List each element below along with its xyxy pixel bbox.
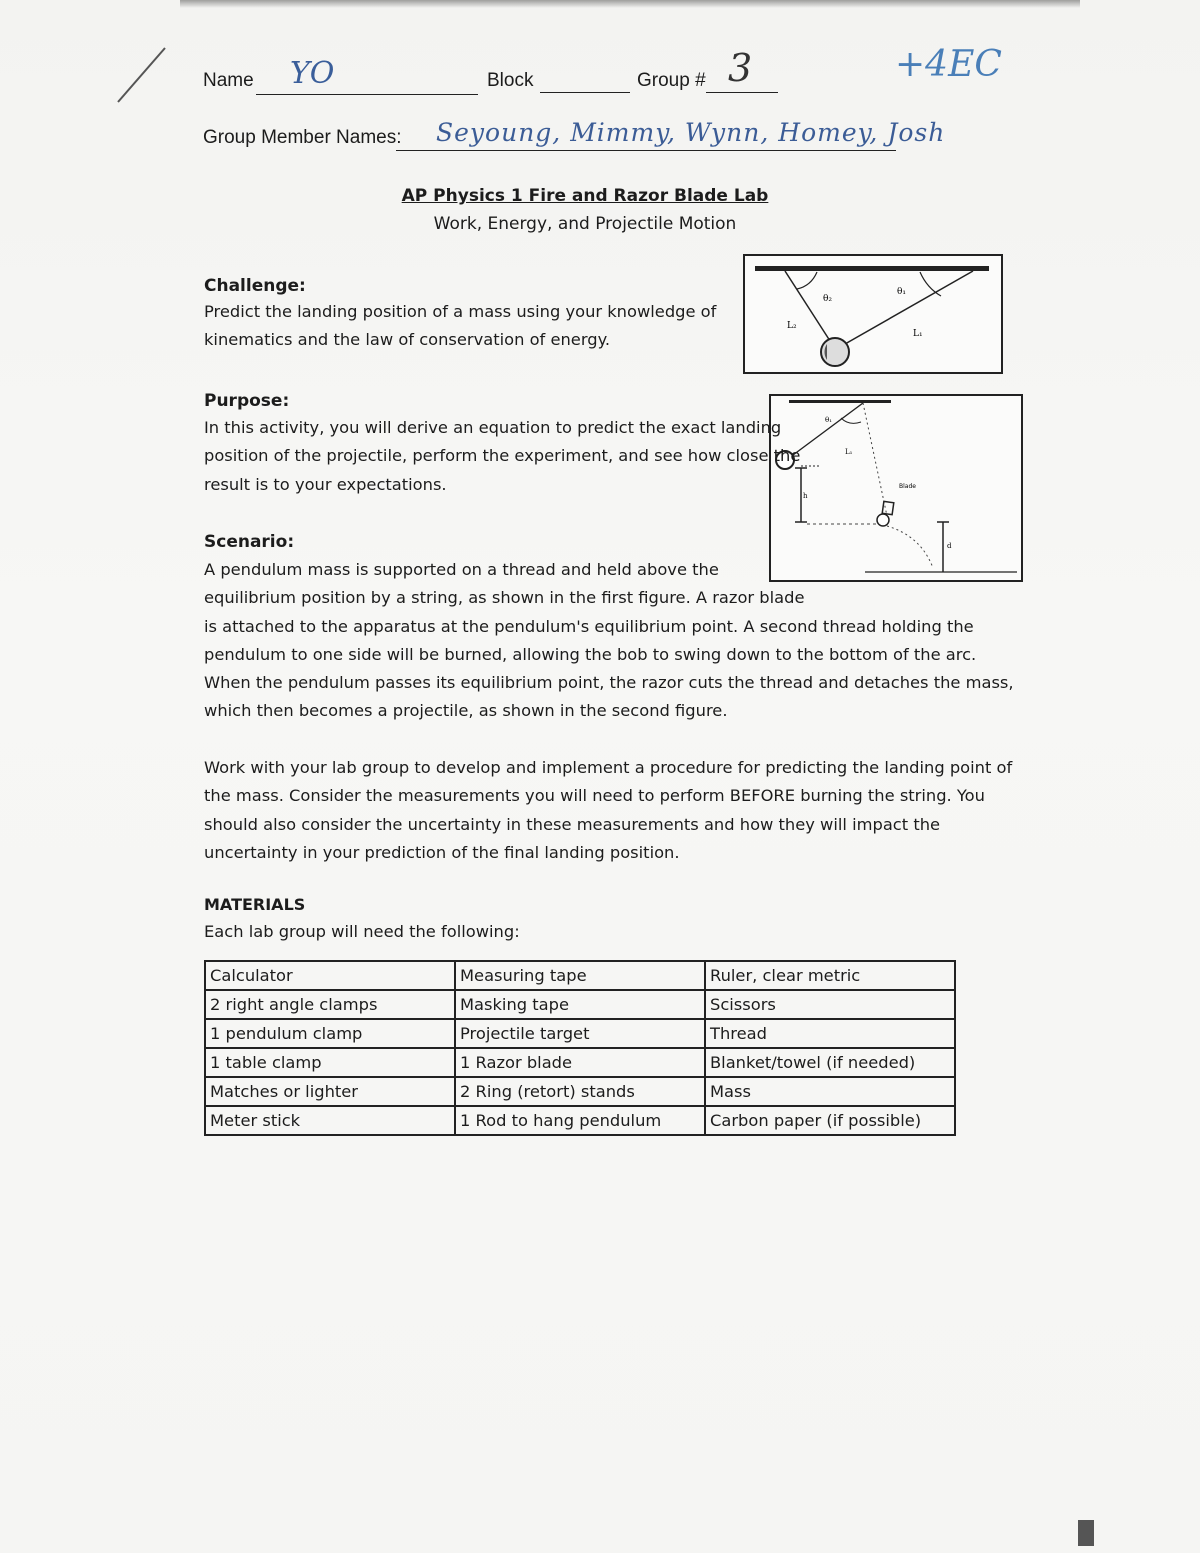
name-line [256,94,478,95]
figure2-drawing [771,396,1021,580]
table-cell: Projectile target [455,1019,705,1048]
fig2-d: d [947,542,952,550]
table-cell: 2 right angle clamps [205,990,455,1019]
challenge-line: Predict the landing position of a mass using your knowledge of [204,302,717,321]
table-cell: Thread [705,1019,955,1048]
table-cell: 1 pendulum clamp [205,1019,455,1048]
group-label: Group # [637,70,706,91]
challenge-text [204,298,716,355]
materials-intro: Each lab group will need the following: [204,922,520,941]
table-cell: Ruler, clear metric [705,961,955,990]
scenario-line: is attached to the apparatus at the pendulum's equilibrium point. A second thread holding the [204,616,974,636]
table-row [205,1077,955,1106]
challenge-line: kinematics and the law of conservation of energy. [204,330,611,350]
figure1-drawing [745,256,1001,372]
table-cell: Meter stick [205,1106,455,1135]
table-row [205,1019,955,1048]
doc-title: AP Physics 1 Fire and Razor Blade Lab [401,186,769,206]
table-cell: 1 Razor blade [455,1048,705,1077]
block-label: Block [487,70,534,91]
fig1-theta2: θ₂ [823,294,833,304]
scenario-text [204,556,1014,726]
page-corner [1078,1520,1094,1546]
doc-subtitle: Work, Energy, and Projectile Motion [433,214,737,234]
purpose-line: In this activity, you will derive an equation to predict the exact landing [204,418,782,437]
extra-credit-note: +4EC [895,44,1002,85]
name-label: Name [203,70,254,91]
fig1-l2: L₂ [787,321,797,331]
group-line [706,92,778,93]
members-value: Seyoung, Mimmy, Wynn, Homey, Josh [436,118,946,147]
procedure-line: the mass. Consider the measurements you will need to perform BEFORE burning the string. You [204,786,985,806]
scenario-heading: Scenario: [204,532,295,552]
table-cell: Masking tape [455,990,705,1019]
materials-heading: MATERIALS [204,895,306,914]
fig2-theta1: θ₁ [825,416,833,424]
procedure-line: Work with your lab group to develop and implement a procedure for predicting the landing point of [204,758,1013,777]
fig1-l1: L₁ [913,329,923,339]
table-cell: 2 Ring (retort) stands [455,1077,705,1106]
table-cell: 1 Rod to hang pendulum [455,1106,705,1135]
table-cell: 1 table clamp [205,1048,455,1077]
table-row [205,990,955,1019]
members-label: Group Member Names: [203,127,402,148]
members-line [396,150,896,151]
fig2-blade: Blade [899,483,916,490]
purpose-text [204,414,800,499]
group-value: 3 [728,46,753,90]
purpose-line: position of the projectile, perform the experiment, and see how close the [204,446,801,466]
procedure-line: uncertainty in your prediction of the final landing position. [204,842,680,862]
challenge-heading: Challenge: [204,276,306,296]
table-cell: Scissors [705,990,955,1019]
block-line [540,92,630,93]
scan-shadow [180,0,1080,8]
fig2-h: h [803,492,808,500]
table-cell: Carbon paper (if possible) [705,1106,955,1135]
name-value: YO [290,56,335,91]
fig2-l1: L₁ [845,448,853,456]
table-row [205,1048,955,1077]
table-row [205,961,955,990]
table-cell: Measuring tape [455,961,705,990]
procedure-text [204,754,1012,867]
scenario-line: pendulum to one side will be burned, allowing the bob to swing down to the bottom of the arc. [204,644,977,664]
figure-pendulum-held [743,254,1003,374]
purpose-heading: Purpose: [204,391,290,411]
procedure-line: should also consider the uncertainty in these measurements and how they will impact the [204,814,941,834]
scenario-line: equilibrium position by a string, as shown in the first figure. A razor blade [204,588,805,608]
table-row [205,1106,955,1135]
table-cell: Matches or lighter [205,1077,455,1106]
scenario-line: When the pendulum passes its equilibrium point, the razor cuts the thread and detaches the mass, [204,673,1014,693]
table-cell: Blanket/towel (if needed) [705,1048,955,1077]
materials-table [204,960,956,1136]
table-cell: Mass [705,1077,955,1106]
table-cell: Calculator [205,961,455,990]
figure-projectile [769,394,1023,582]
scenario-line: which then becomes a projectile, as shown in the second figure. [204,701,728,721]
purpose-line: result is to your expectations. [204,474,447,494]
fig1-theta1: θ₁ [897,287,907,297]
margin-mark [110,40,170,110]
scenario-line: A pendulum mass is supported on a thread and held above the [204,560,719,579]
